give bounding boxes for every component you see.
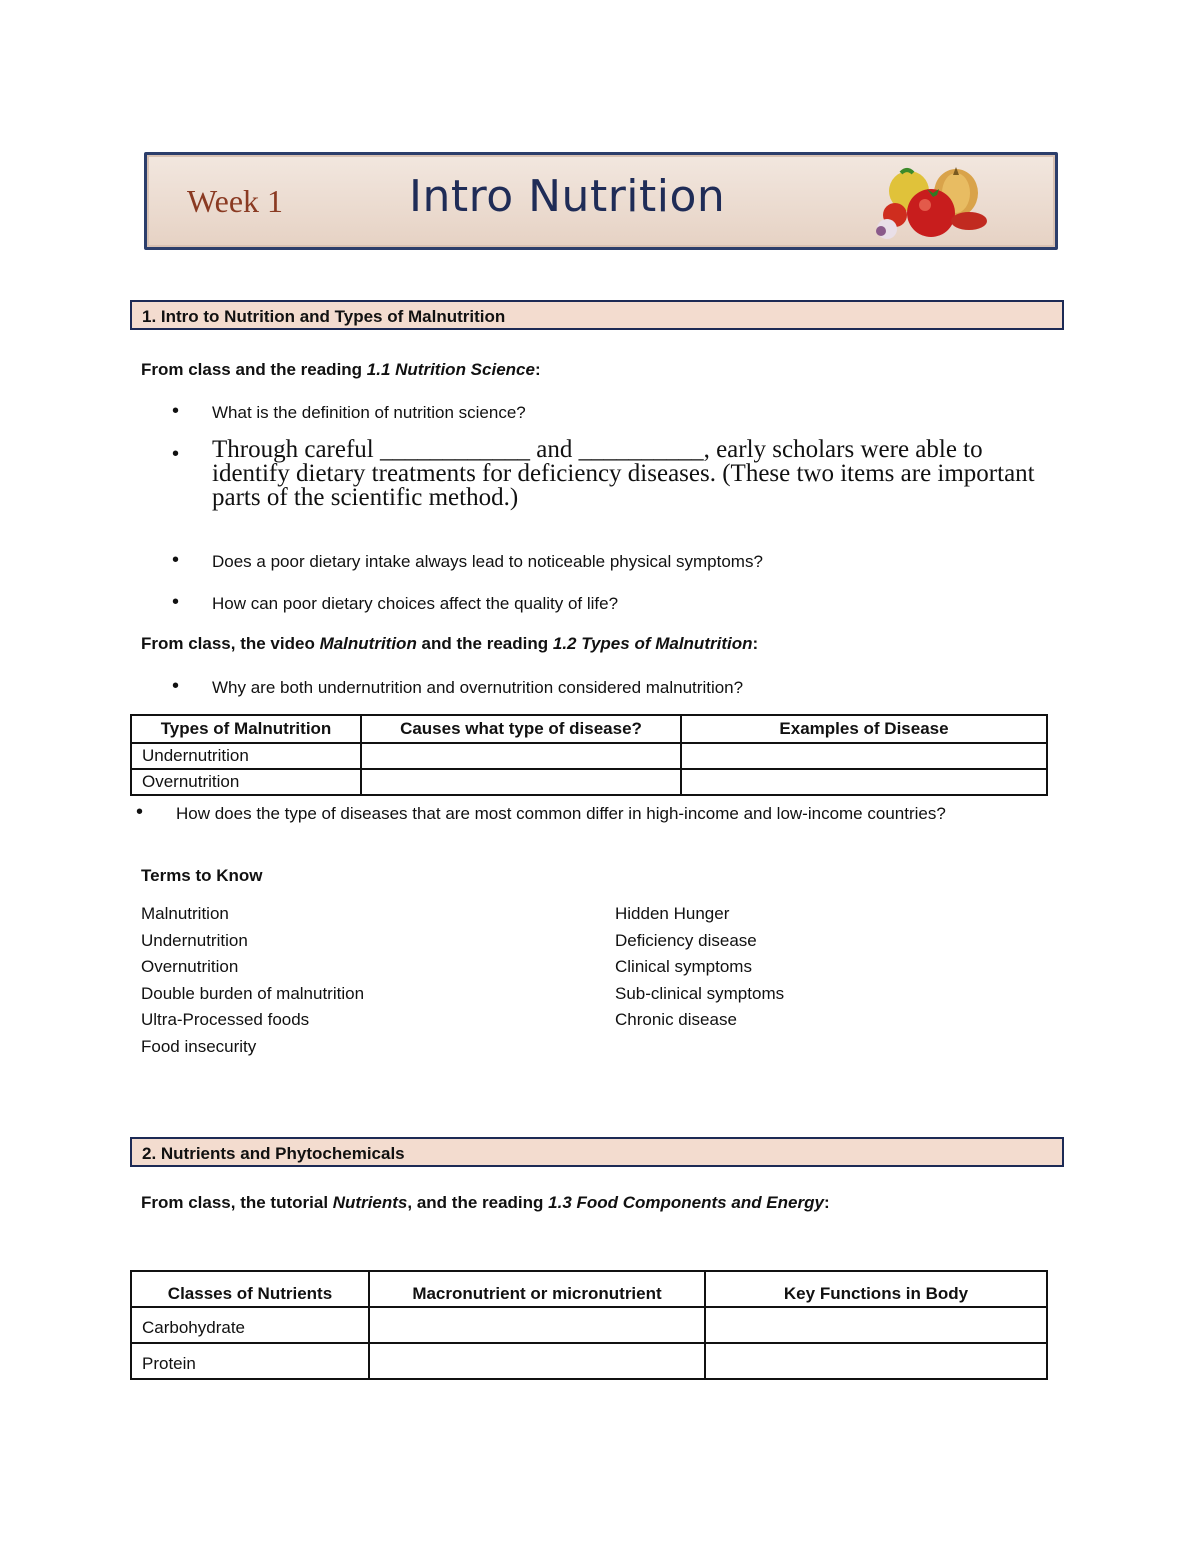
table-cell: Carbohydrate <box>131 1307 369 1343</box>
table-cell <box>705 1343 1047 1379</box>
banner-title: Intro Nutrition <box>409 171 726 222</box>
section1-intro2: From class, the video Malnutrition and the reading 1.2 Types of Malnutrition: <box>141 634 759 653</box>
list-item: • How does the type of diseases that are most common differ in high-income and low-income countries? <box>136 801 946 823</box>
nutrients-table <box>130 1270 1048 1380</box>
section1-heading: 1. Intro to Nutrition and Types of Malnutrition <box>130 300 1064 330</box>
term-item: Malnutrition <box>141 904 229 923</box>
term-item: Ultra-Processed foods <box>141 1010 310 1029</box>
table-cell <box>681 769 1047 795</box>
table-header: Causes what type of disease? <box>361 715 681 743</box>
section2-intro: From class, the tutorial Nutrients, and the reading 1.3 Food Components and Energy: <box>141 1193 830 1212</box>
table-cell: Protein <box>131 1343 369 1379</box>
list-item: • How can poor dietary choices affect the quality of life? <box>172 591 619 613</box>
table-header: Key Functions in Body <box>705 1271 1047 1307</box>
terms-right-list <box>615 901 784 1034</box>
terms-heading: Terms to Know <box>141 866 263 885</box>
term-item: Double burden of malnutrition <box>141 983 365 1003</box>
terms-left-list <box>141 901 364 1060</box>
term-item: Hidden Hunger <box>615 904 730 923</box>
term-item: Clinical symptoms <box>615 957 752 976</box>
term-item: Sub-clinical symptoms <box>615 983 785 1003</box>
table-cell: Overnutrition <box>131 769 361 795</box>
table-row <box>131 769 1047 795</box>
table-cell <box>369 1307 705 1343</box>
vegetables-illustration <box>861 163 991 243</box>
table-row <box>131 743 1047 769</box>
table-header: Classes of Nutrients <box>131 1271 369 1307</box>
table-cell <box>361 769 681 795</box>
list-item: • Through careful ____________ and __________, early scholars were able to identify dietary treatments for deficiency diseases. (These two items are important parts of the scientific method.) <box>172 436 1035 511</box>
table-header: Types of Malnutrition <box>131 715 361 743</box>
table-cell <box>681 743 1047 769</box>
list-item: • What is the definition of nutrition science? <box>172 400 526 422</box>
table-row <box>131 1343 1047 1379</box>
term-item: Deficiency disease <box>615 930 757 950</box>
table-cell <box>705 1307 1047 1343</box>
table-cell <box>361 743 681 769</box>
table-header: Examples of Disease <box>681 715 1047 743</box>
table-row <box>131 1307 1047 1343</box>
term-item: Food insecurity <box>141 1036 257 1056</box>
table-header: Macronutrient or micronutrient <box>369 1271 705 1307</box>
malnutrition-table <box>130 714 1048 796</box>
term-item: Undernutrition <box>141 930 248 950</box>
week-banner <box>144 152 1058 250</box>
list-item: • Does a poor dietary intake always lead to noticeable physical symptoms? <box>172 549 763 571</box>
term-item: Chronic disease <box>615 1010 737 1029</box>
term-item: Overnutrition <box>141 957 239 976</box>
table-cell <box>369 1343 705 1379</box>
section1-intro: From class and the reading 1.1 Nutrition Science: <box>141 360 541 379</box>
list-item: • Why are both undernutrition and overnutrition considered malnutrition? <box>172 675 744 697</box>
section2-heading: 2. Nutrients and Phytochemicals <box>130 1137 1064 1167</box>
table-cell: Undernutrition <box>131 743 361 769</box>
banner-week: Week 1 <box>187 183 284 219</box>
